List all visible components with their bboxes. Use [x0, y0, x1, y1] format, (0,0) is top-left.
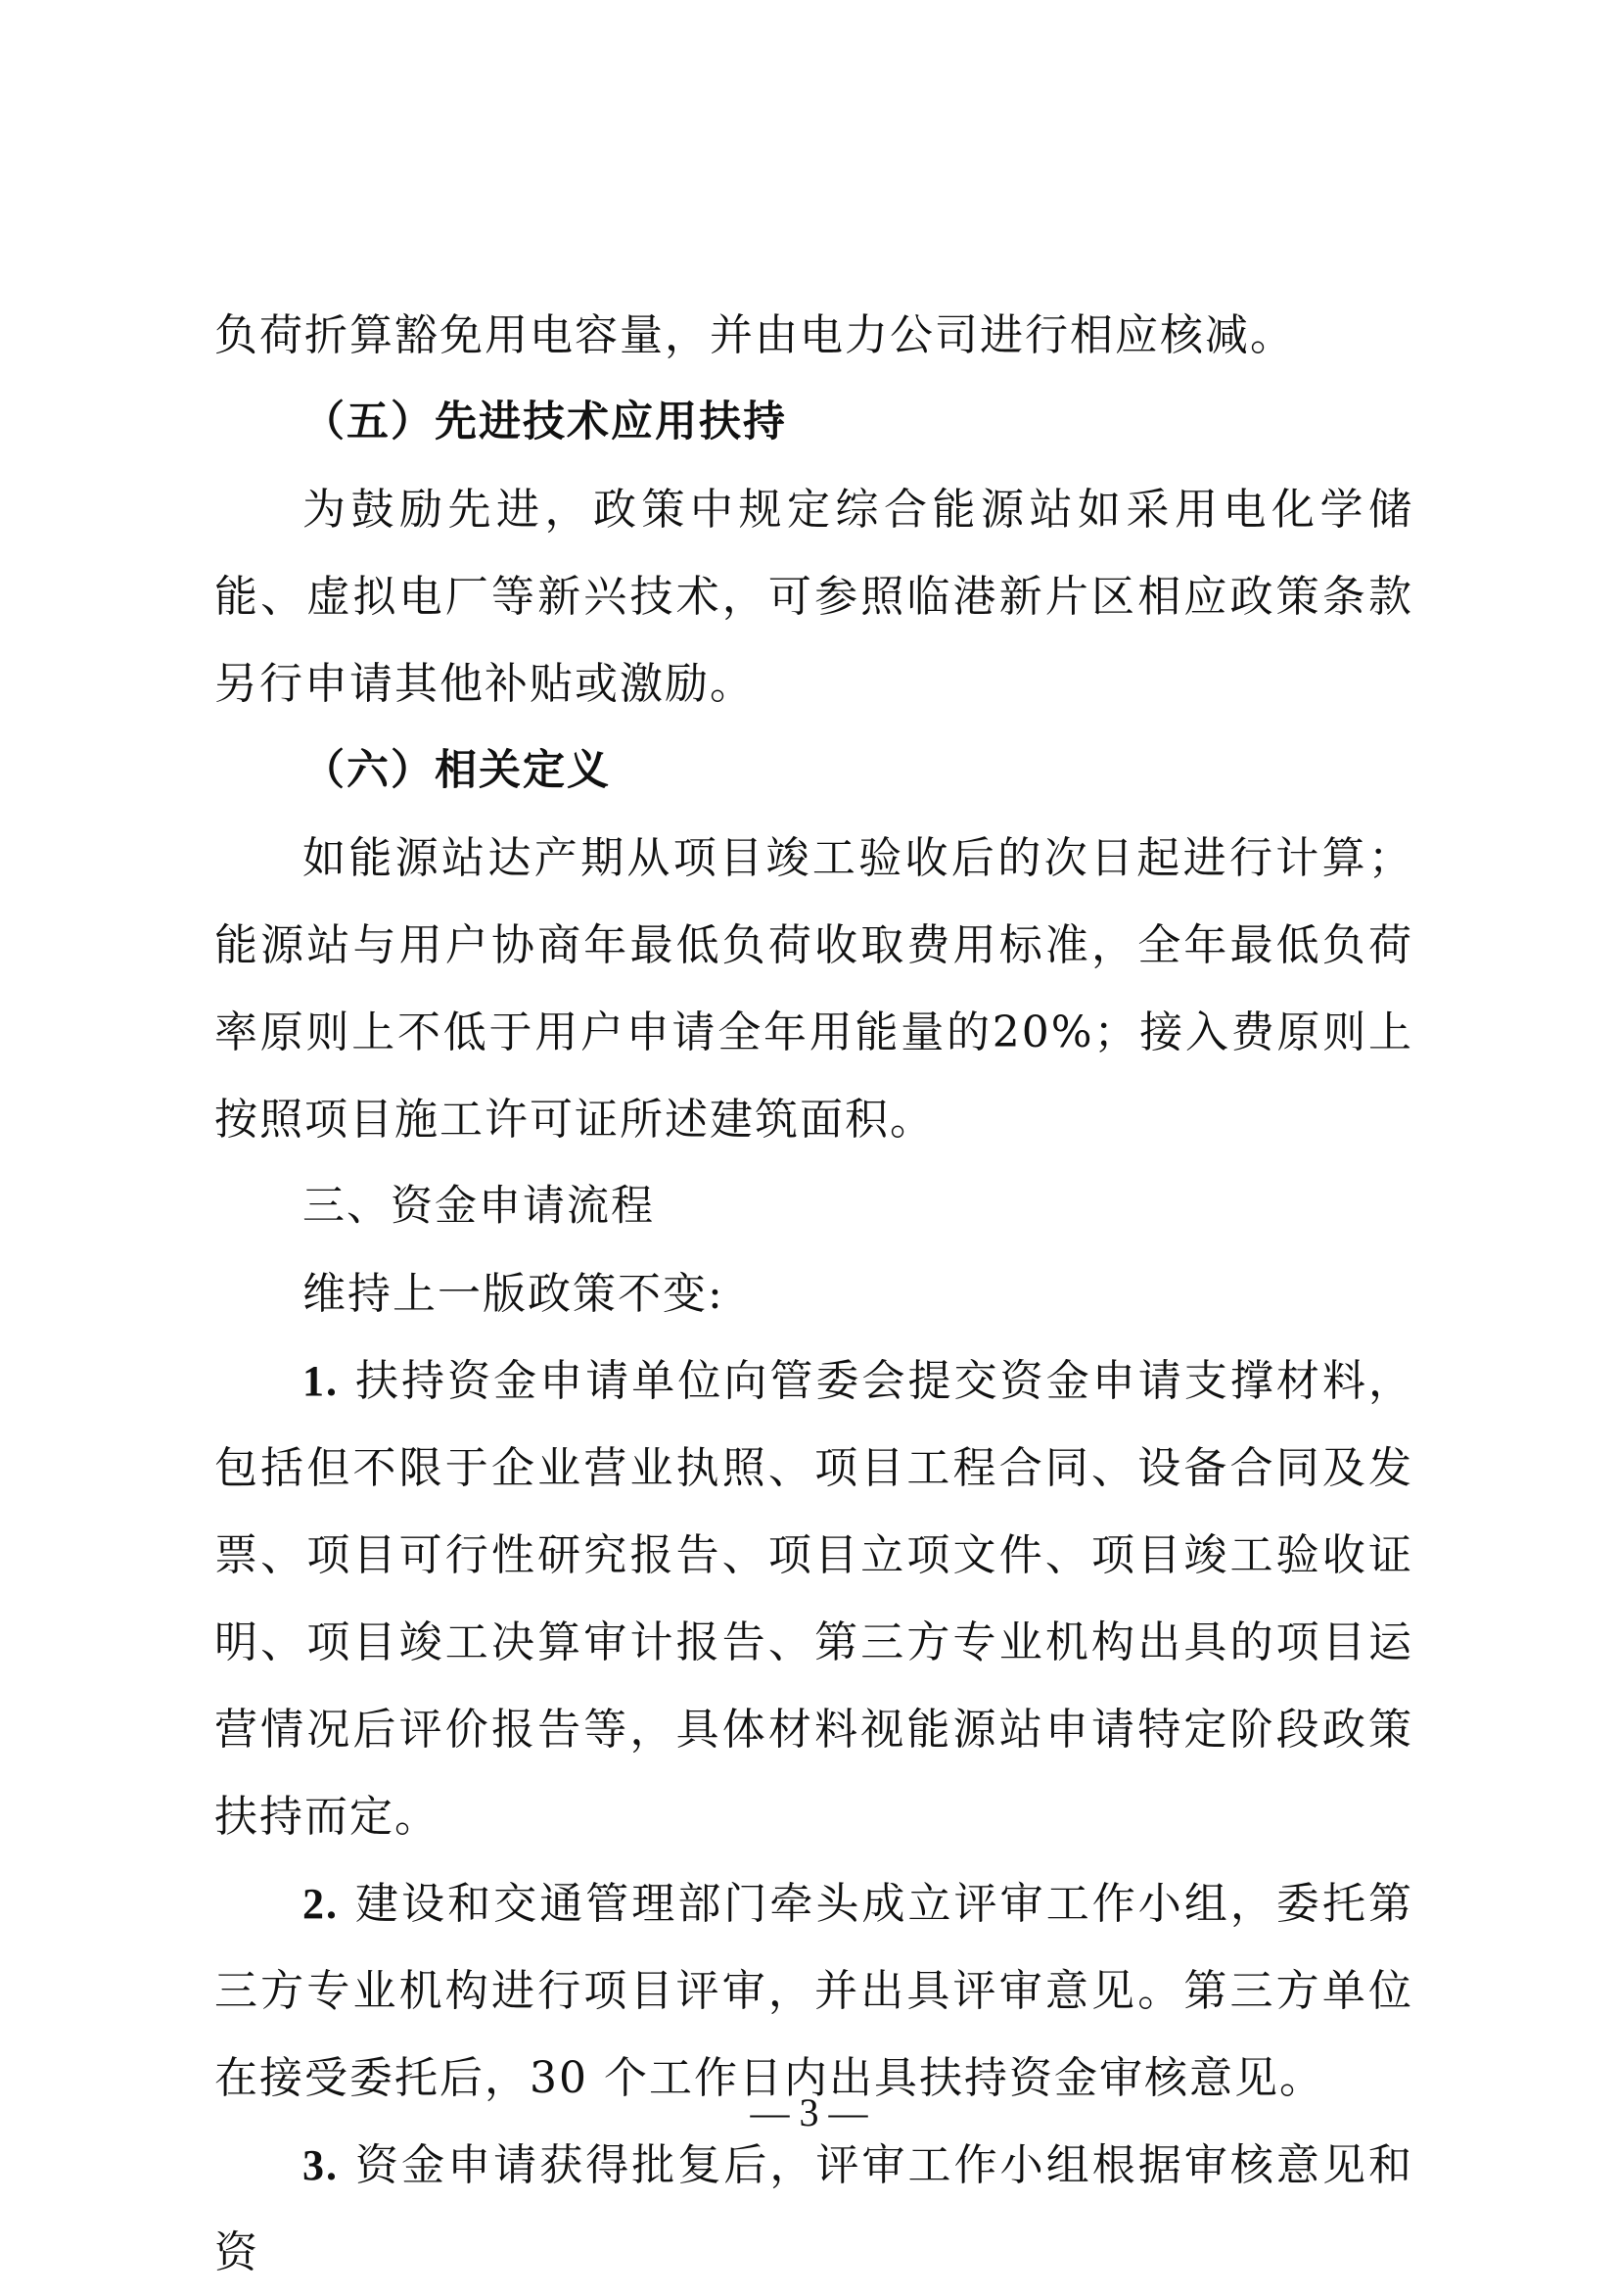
list-number-3: 3.: [302, 2141, 339, 2189]
page-number: — 3 —: [750, 2090, 868, 2134]
list-text-1: 扶持资金申请单位向管委会提交资金申请支撑材料，包括但不限于企业营业执照、项目工程合同、设备合同及发票、项目可行性研究报告、项目立项文件、项目竣工验收证明、项目竣工决算审计报告、第三方专业机构出具的项目运营情况后评价报告等，具体材料视能源站申请特定阶段政策扶持而定。: [214, 1356, 1413, 1842]
paragraph-continuation: 负荷折算豁免用电容量，并由电力公司进行相应核减。: [214, 310, 1295, 360]
section-heading-fund-application: 三、资金申请流程: [302, 1182, 655, 1231]
document-body: [214, 292, 1413, 2296]
paragraph-definitions: 如能源站达产期从项目竣工验收后的次日起进行计算；能源站与用户协商年最低负荷收取费用标准，全年最低负荷率原则上不低于用户申请全年用能量的20%；接入费原则上按照项目施工许可证所述建筑面积。: [214, 833, 1413, 1145]
subheading-advanced-technology: （五）先进技术应用扶持: [302, 398, 787, 446]
list-text-2: 建设和交通管理部门牵头成立评审工作小组，委托第三方专业机构进行项目评审，并出具评审意见。第三方单位在接受委托后，30 个工作日内出具扶持资金审核意见。: [214, 1879, 1413, 2103]
list-item-1: [214, 1337, 1413, 1860]
list-text-3: 资金申请获得批复后，评审工作小组根据审核意见和资: [214, 2140, 1413, 2277]
list-item-3: [214, 2122, 1413, 2296]
subheading-definitions: （六）相关定义: [302, 746, 611, 795]
paragraph-intro: 维持上一版政策不变:: [302, 1269, 724, 1319]
paragraph-advanced-technology: 为鼓励先进，政策中规定综合能源站如采用电化学储能、虚拟电厂等新兴技术，可参照临港新片区相应政策条款另行申请其他补贴或激励。: [214, 485, 1413, 709]
list-number-1: 1.: [302, 1357, 339, 1405]
list-number-2: 2.: [302, 1880, 339, 1928]
list-item-2: [214, 1860, 1413, 2122]
